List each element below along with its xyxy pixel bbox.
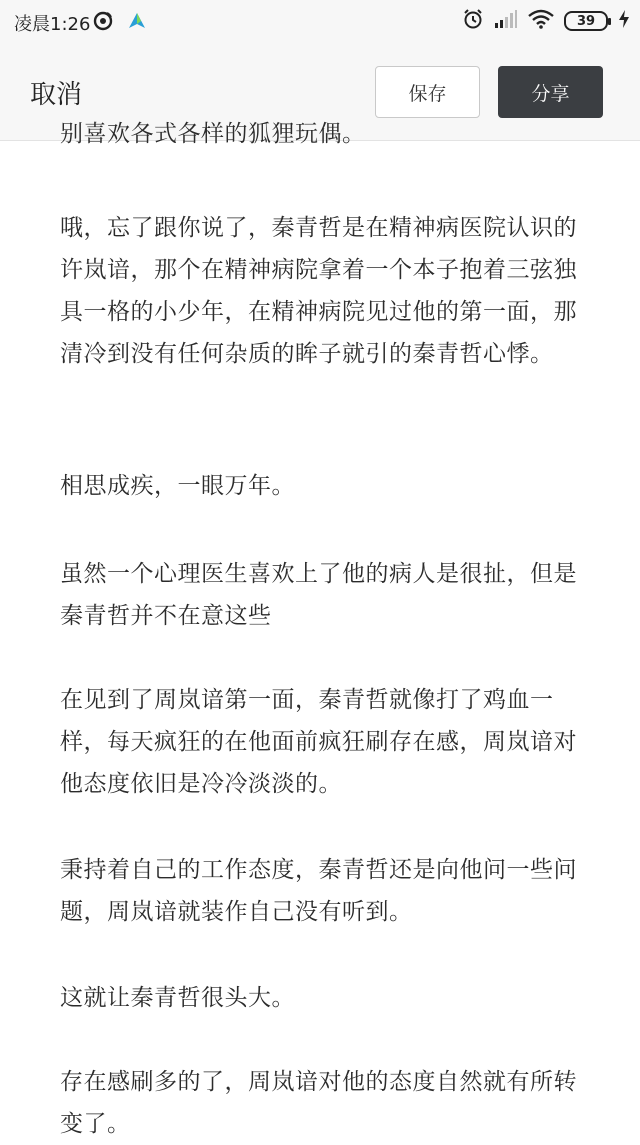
- app-icon: [126, 10, 148, 36]
- status-right: [462, 8, 630, 34]
- save-button[interactable]: 保存: [375, 66, 480, 118]
- status-bar: [0, 0, 640, 44]
- paragraph: 虽然一个心理医生喜欢上了他的病人是很扯，但是秦青哲并不在意这些: [60, 561, 577, 629]
- paragraph: 别喜欢各式各样的狐狸玩偶。: [60, 121, 366, 147]
- signal-icon: [494, 9, 518, 33]
- paragraph: 存在感刷多的了，周岚谙对他的态度自然就有所转变了。: [60, 1069, 577, 1137]
- article-body[interactable]: [0, 121, 640, 1138]
- weibo-icon: [92, 10, 114, 36]
- battery-icon: 39: [564, 11, 608, 31]
- alarm-icon: [462, 8, 484, 34]
- paragraph: 秉持着自己的工作态度，秦青哲还是向他问一些问题，周岚谙就装作自己没有听到。: [60, 857, 577, 925]
- cancel-button[interactable]: 取消: [30, 80, 83, 110]
- paragraph: 哦，忘了跟你说了，秦青哲是在精神病医院认识的许岚谙，那个在精神病院拿着一个本子抱着三弦独具一格的小少年，在精神病院见过他的第一面，那清冷到没有任何杂质的眸子就引的秦青哲心悸。: [60, 215, 577, 367]
- paragraph: 在见到了周岚谙第一面，秦青哲就像打了鸡血一样，每天疯狂的在他面前疯狂刷存在感，周岚谙对他态度依旧是冷冷淡淡的。: [60, 687, 577, 797]
- wifi-icon: [528, 9, 554, 33]
- charging-icon: [618, 9, 630, 33]
- status-time: 凌晨1:26: [14, 14, 91, 35]
- paragraph: 相思成疾，一眼万年。: [60, 473, 295, 499]
- paragraph: 这就让秦青哲很头大。: [60, 985, 295, 1011]
- status-left-icons: [92, 10, 148, 36]
- share-button[interactable]: 分享: [498, 66, 603, 118]
